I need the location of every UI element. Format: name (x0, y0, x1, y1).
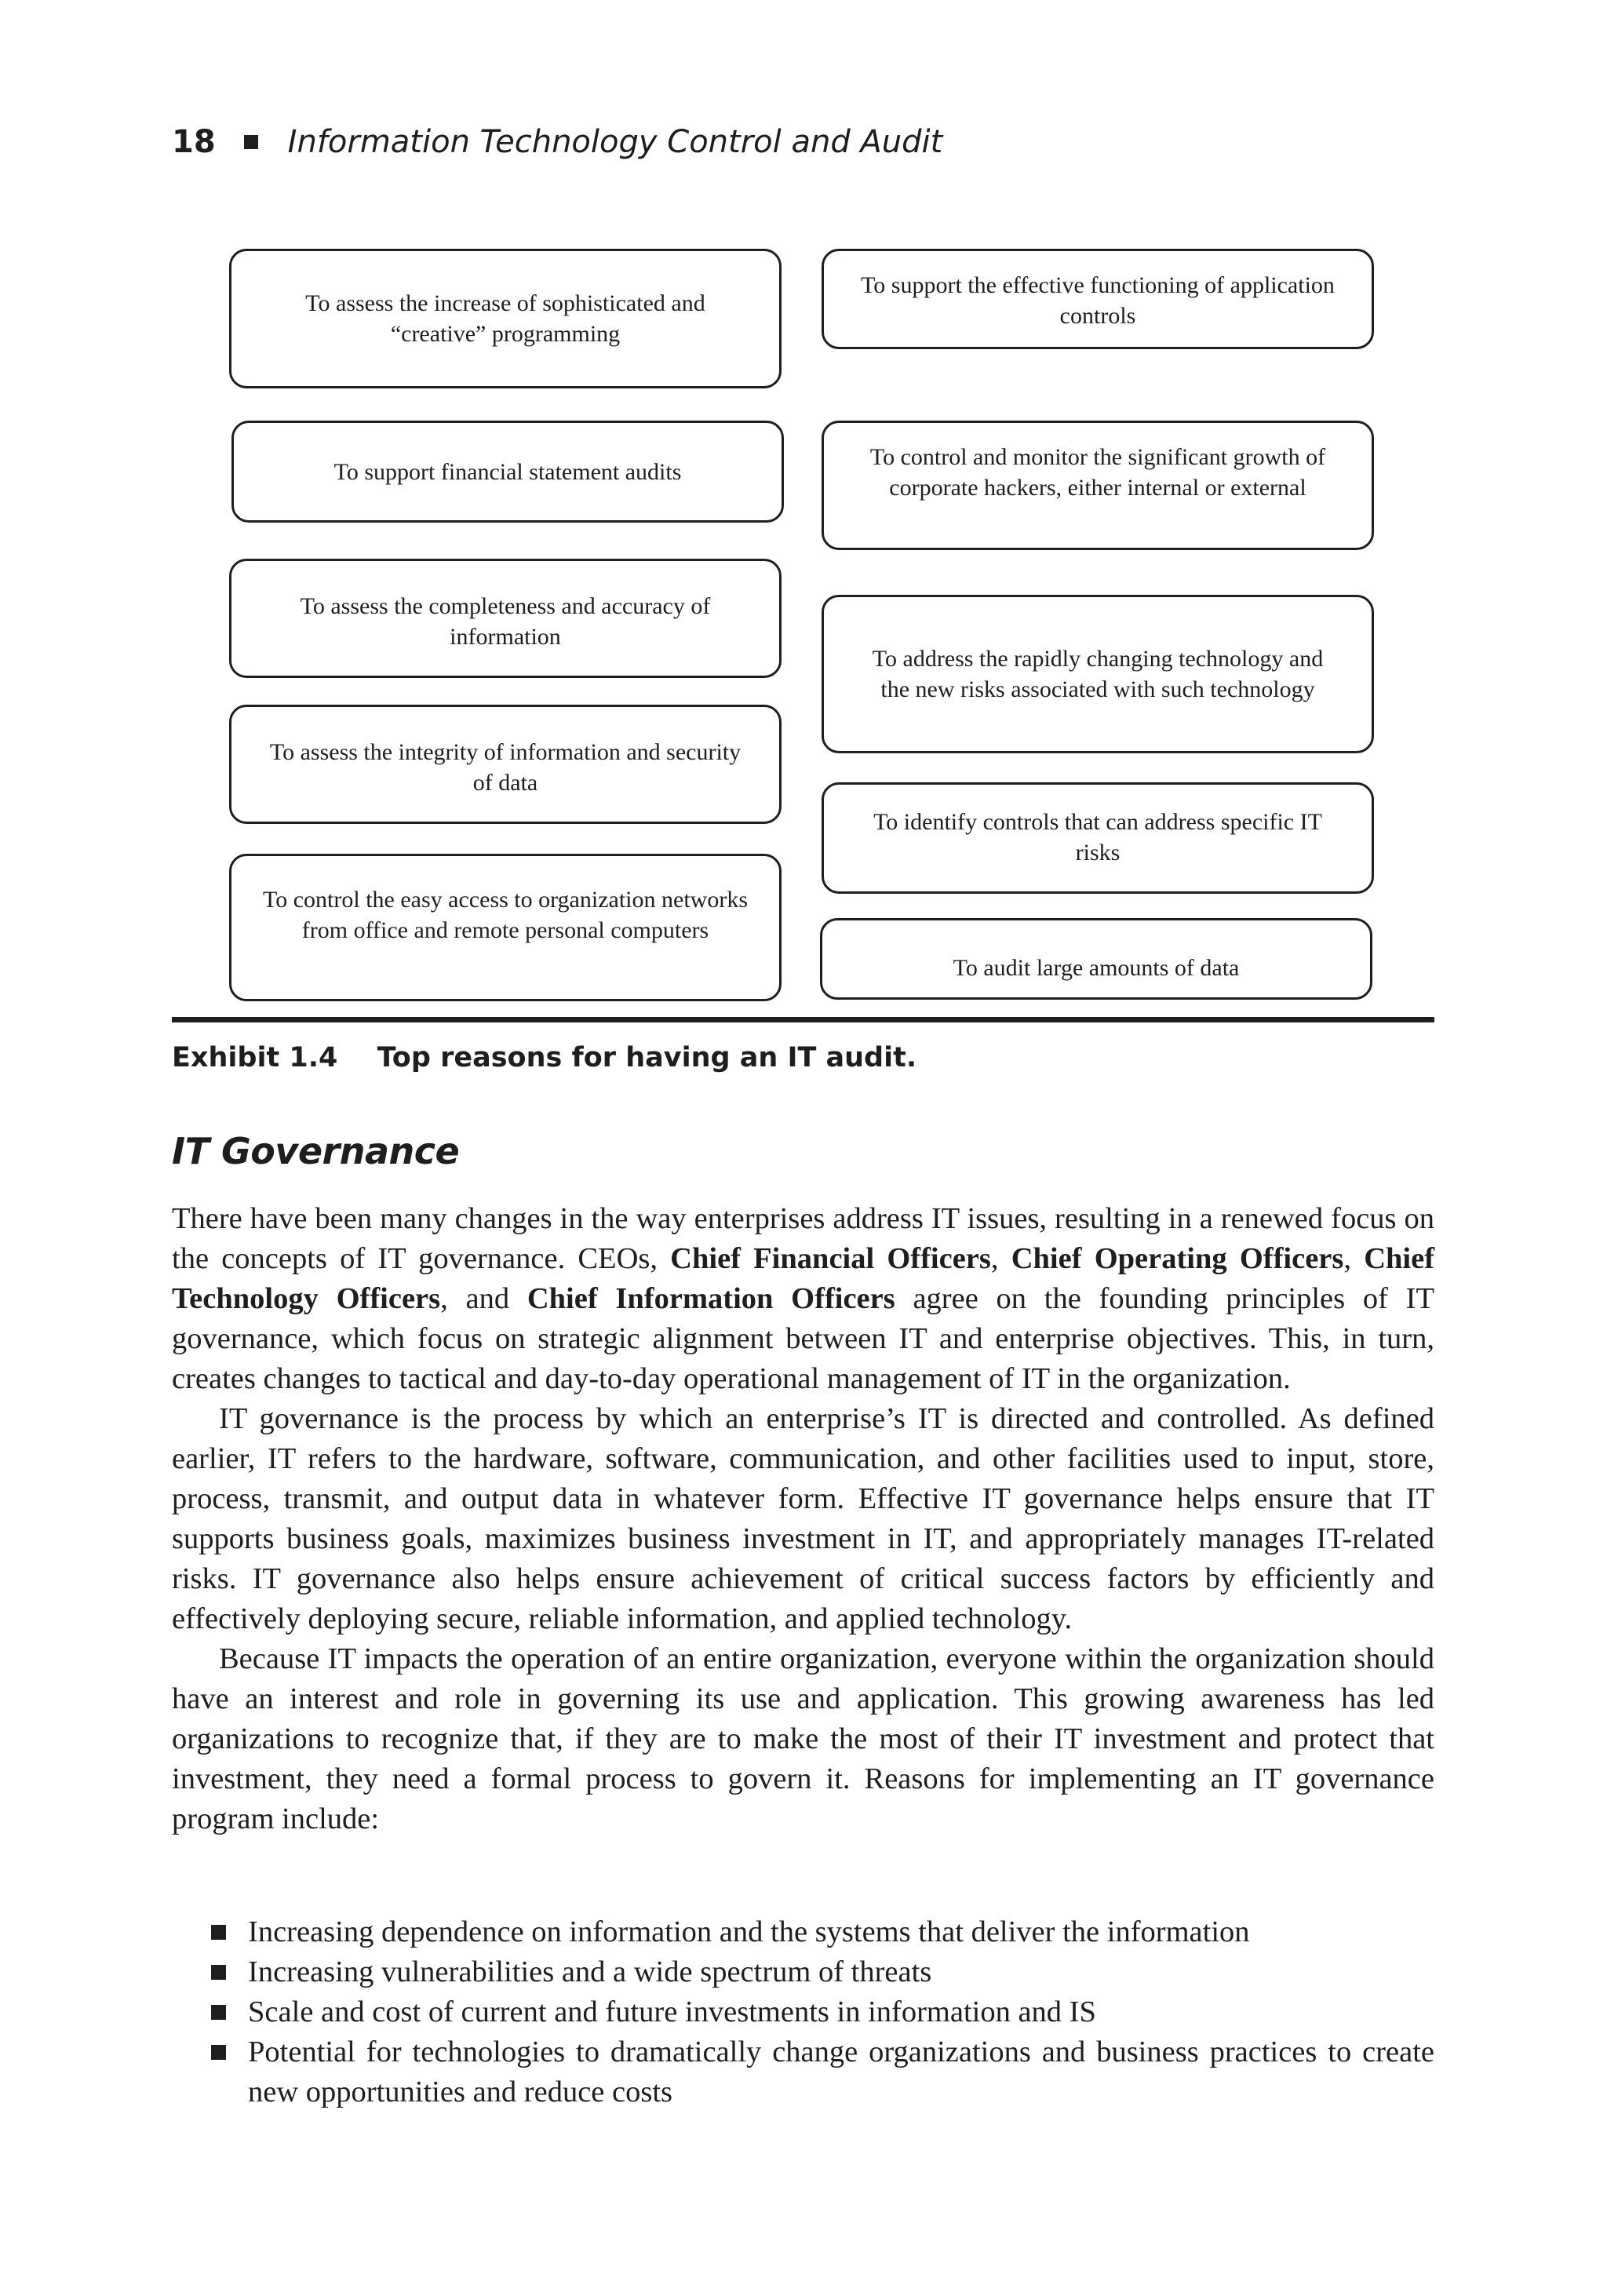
section-body (172, 1199, 1434, 1839)
list-item (172, 1992, 1434, 2032)
paragraph-2: IT governance is the process by which an enterprise’s IT is directed and controlled. As defined earlier, IT refers to the hardware, software, communication, and other facilities used to input, store, process, transmit, and output data in whatever form. Effective IT governance helps ensure that IT supports business goals, maximizes business investment in IT, and appropriately manages IT-related risks. IT governance also helps ensure achievement of critical success factors by efficiently and effectively deploying secure, reliable information, and applied technology. (172, 1402, 1434, 1635)
exhibit-caption (172, 1042, 916, 1073)
bold-term: Chief Technology Officers (172, 1242, 1435, 1315)
bold-term: Chief Operating Officers (1011, 1242, 1344, 1275)
reason-text: To support financial statement audits (333, 458, 682, 485)
reason-text: To control the easy access to organization networks from office and remote personal computers (263, 887, 748, 943)
section-heading: IT Governance (172, 1130, 460, 1172)
square-bullet-icon (244, 135, 258, 149)
reason-box-completeness-accuracy (229, 559, 782, 678)
reason-box-easy-access-networks (229, 854, 782, 1001)
text-run: , and (440, 1282, 527, 1315)
list-item (172, 1952, 1434, 1992)
text-run: agree on the founding principles of IT governance, which focus on strategic alignment between IT and enterprise objectives. This, in turn, creates changes to tactical and day-to-day operational management of IT in the organization. (172, 1282, 1435, 1395)
list-item-text: Scale and cost of current and future investments in information and IS (248, 1995, 1096, 2028)
reason-text: To control and monitor the significant growth of corporate hackers, either internal or external (869, 444, 1326, 501)
exhibit-caption-text: Top reasons for having an IT audit. (377, 1042, 917, 1073)
reason-box-changing-technology (822, 595, 1374, 753)
reason-box-sophisticated-programming (229, 249, 782, 388)
text-run: , (990, 1242, 1011, 1275)
running-header (172, 124, 942, 160)
square-bullet-icon (211, 2045, 226, 2060)
bold-term: Chief Information Officers (527, 1282, 895, 1315)
reason-text: To identify controls that can address specific IT risks (873, 809, 1322, 866)
page-number: 18 (172, 124, 216, 160)
exhibit-label: Exhibit 1.4 (172, 1042, 338, 1073)
reason-text: To assess the completeness and accuracy of information (300, 593, 711, 650)
square-bullet-icon (211, 1965, 226, 1980)
text-run: There have been many changes in the way enterprises address IT issues, resulting in a renewed focus on the concepts of IT governance. CEOs, (172, 1202, 1434, 1275)
list-item-text: Increasing dependence on information and the systems that deliver the information (248, 1915, 1250, 1948)
reason-text: To address the rapidly changing technology and the new risks associated with such technology (872, 646, 1324, 702)
reason-box-financial-statement-audits (231, 421, 784, 523)
reason-box-corporate-hackers (822, 421, 1374, 550)
exhibit-rule (172, 1017, 1434, 1022)
reason-text: To audit large amounts of data (953, 955, 1240, 981)
list-item (172, 1912, 1434, 1952)
bold-term: Chief Financial Officers (670, 1242, 991, 1275)
reason-box-integrity-security (229, 705, 782, 824)
square-bullet-icon (211, 2005, 226, 2020)
paragraph-1 (172, 1199, 1434, 1399)
reason-box-application-controls (822, 249, 1374, 349)
paragraph-3: Because IT impacts the operation of an entire organization, everyone within the organization should have an interest and role in governing its use and application. This growing awareness has led organizations to recognize that, if they are to make the most of their IT investment and protect that investment, they need a formal process to govern it. Reasons for implementing an IT governance program include: (172, 1642, 1434, 1835)
reason-box-audit-large-data (820, 918, 1372, 1000)
list-item-text: Potential for technologies to dramatically change organizations and business practices to create new opportunities and reduce costs (248, 2035, 1434, 2108)
list-item (172, 2032, 1434, 2112)
book-title: Information Technology Control and Audit (287, 124, 943, 160)
reason-text: To assess the integrity of information and security of data (269, 739, 742, 796)
reason-text: To support the effective functioning of application controls (861, 272, 1335, 329)
list-item-text: Increasing vulnerabilities and a wide spectrum of threats (248, 1955, 932, 1988)
reasons-bullet-list (172, 1912, 1434, 2112)
reason-text: To assess the increase of sophisticated and “creative” programming (305, 290, 705, 347)
square-bullet-icon (211, 1925, 226, 1940)
reason-box-identify-controls (822, 782, 1374, 894)
text-run: , (1343, 1242, 1365, 1275)
